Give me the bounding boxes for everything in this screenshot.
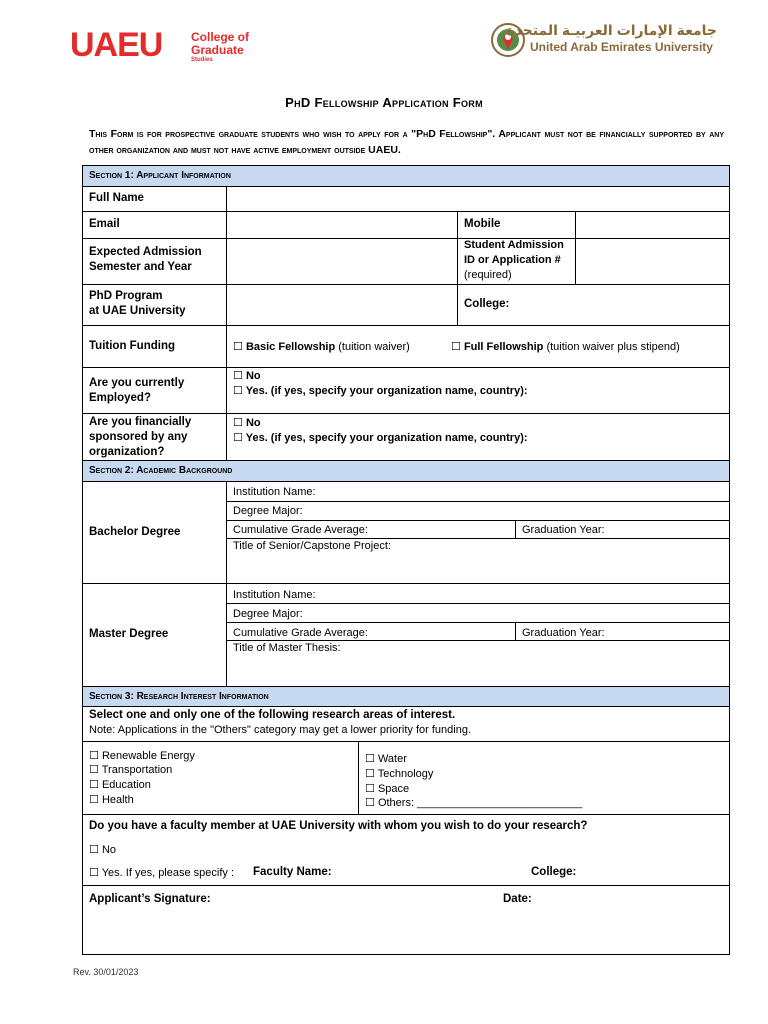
research-area-label: Education: [101, 779, 151, 791]
full-name-label: Full Name: [89, 192, 144, 204]
college-line-1: College of: [191, 30, 250, 44]
college-of-graduate-studies-logo: [191, 31, 249, 63]
section-3-heading: Section 3: Research Interest Information: [83, 687, 729, 706]
sponsored-line-1: Are you financially: [89, 416, 192, 428]
mobile-field[interactable]: [577, 213, 728, 237]
student-id-label: [464, 238, 564, 283]
email-field[interactable]: [228, 213, 456, 237]
research-area-label: Others: ___________________________: [377, 797, 583, 809]
phd-program-label: [89, 289, 186, 319]
checkbox-icon[interactable]: ☐: [89, 763, 99, 776]
research-area-label: Technology: [377, 768, 434, 780]
checkbox-icon[interactable]: ☐: [89, 843, 99, 856]
sponsored-line-2: sponsored by any: [89, 431, 188, 443]
master-thesis-label: Title of Master Thesis:: [233, 642, 341, 654]
university-name-arabic: جامعة الإمارات العربيـة المتحدة: [506, 22, 717, 38]
form-intro: This Form is for prospective graduate students who wish to apply for a "PhD Fellowship". Applicant must not be financially supported by any other organization and must not have active employment outside UAEU.: [89, 128, 724, 156]
employed-line-1: Are you currently: [89, 377, 185, 389]
faculty-yes-option[interactable]: [89, 865, 234, 881]
sponsored-line-3: organization?: [89, 446, 165, 458]
basic-fellowship-label: Basic Fellowship: [245, 341, 336, 353]
expected-admission-label: [89, 245, 202, 275]
checkbox-icon[interactable]: ☐: [233, 340, 243, 353]
faculty-no-label: No: [101, 844, 116, 856]
employed-no-option[interactable]: [233, 368, 261, 384]
research-area-label: Transportation: [101, 764, 173, 776]
research-area-label: Health: [101, 794, 134, 806]
research-area-label: Renewable Energy: [101, 750, 195, 762]
research-area-label: Water: [377, 753, 407, 765]
master-major-label: Degree Major:: [233, 608, 303, 620]
expected-admission-line-2: Semester and Year: [89, 261, 192, 273]
checkbox-icon[interactable]: ☐: [365, 767, 375, 780]
employed-label: [89, 376, 184, 406]
research-instruction: Select one and only one of the following research areas of interest.: [89, 709, 456, 721]
checkbox-icon[interactable]: ☐: [365, 782, 375, 795]
checkbox-icon[interactable]: ☐: [89, 749, 99, 762]
research-area-label: Space: [377, 783, 410, 795]
college-line-2: Graduate: [191, 43, 244, 57]
employed-line-2: Employed?: [89, 392, 151, 404]
expected-admission-field[interactable]: [228, 240, 456, 283]
basic-fellowship-note: (tuition waiver): [338, 341, 410, 353]
employed-no-label: No: [245, 370, 261, 382]
faculty-yes-label: Yes. If yes, please specify :: [101, 867, 235, 879]
faculty-no-option[interactable]: [89, 842, 116, 858]
form-title: PhD Fellowship Application Form: [285, 95, 483, 110]
signature-label: Applicant’s Signature:: [89, 893, 211, 905]
sponsored-label: [89, 415, 191, 460]
bachelor-grad-year-label: Graduation Year:: [522, 524, 605, 536]
research-note: Note: Applications in the "Others" category may get a lower priority for funding.: [89, 724, 471, 736]
phd-program-line-2: at UAE University: [89, 305, 186, 317]
full-name-field[interactable]: [228, 188, 728, 210]
research-area-transportation[interactable]: [89, 762, 172, 778]
phd-program-line-1: PhD Program: [89, 290, 163, 302]
checkbox-icon[interactable]: ☐: [233, 431, 243, 444]
section-2-heading: Section 2: Academic Background: [83, 461, 729, 481]
full-fellowship-option[interactable]: [451, 339, 680, 355]
bachelor-major-label: Degree Major:: [233, 505, 303, 517]
college-line-3: Studies: [191, 57, 213, 63]
master-institution-label: Institution Name:: [233, 589, 316, 601]
email-label: Email: [89, 218, 120, 230]
research-area-education[interactable]: [89, 777, 151, 793]
sponsored-no-label: No: [245, 417, 261, 429]
checkbox-icon[interactable]: ☐: [89, 778, 99, 791]
faculty-question: Do you have a faculty member at UAE University with whom you wish to do your research?: [89, 820, 588, 832]
sponsored-no-option[interactable]: [233, 415, 261, 431]
university-name-english: United Arab Emirates University: [530, 40, 713, 54]
master-grad-year-label: Graduation Year:: [522, 627, 605, 639]
student-id-line-1: Student Admission: [464, 239, 564, 251]
date-label: Date:: [503, 893, 532, 905]
bachelor-capstone-label: Title of Senior/Capstone Project:: [233, 540, 391, 552]
checkbox-icon[interactable]: ☐: [365, 796, 375, 809]
research-area-technology[interactable]: [365, 766, 433, 782]
research-area-water[interactable]: [365, 751, 407, 767]
checkbox-icon[interactable]: ☐: [89, 866, 99, 879]
research-area-health[interactable]: [89, 792, 134, 808]
full-fellowship-label: Full Fellowship: [463, 341, 544, 353]
checkbox-icon[interactable]: ☐: [233, 369, 243, 382]
revision-footer: Rev. 30/01/2023: [73, 967, 139, 977]
section-1-heading: Section 1: Applicant Information: [83, 166, 729, 186]
sponsored-yes-label: Yes. (if yes, specify your organization name, country):: [245, 432, 528, 444]
master-gpa-label: Cumulative Grade Average:: [233, 627, 368, 639]
checkbox-icon[interactable]: ☐: [365, 752, 375, 765]
basic-fellowship-option[interactable]: [233, 339, 410, 355]
checkbox-icon[interactable]: ☐: [233, 384, 243, 397]
mobile-label: Mobile: [464, 218, 501, 230]
research-area-others[interactable]: [365, 795, 582, 811]
student-id-field[interactable]: [577, 240, 728, 283]
sponsored-yes-option[interactable]: [233, 430, 528, 446]
student-id-required: (required): [464, 269, 512, 281]
expected-admission-line-1: Expected Admission: [89, 246, 202, 258]
bachelor-degree-label: Bachelor Degree: [89, 526, 181, 538]
uaeu-logo: UAEU: [70, 26, 163, 64]
checkbox-icon[interactable]: ☐: [89, 793, 99, 806]
bachelor-institution-label: Institution Name:: [233, 486, 316, 498]
faculty-name-label: Faculty Name:: [253, 866, 332, 878]
checkbox-icon[interactable]: ☐: [233, 416, 243, 429]
master-degree-label: Master Degree: [89, 628, 169, 640]
full-fellowship-note: (tuition waiver plus stipend): [546, 341, 680, 353]
employed-yes-label: Yes. (if yes, specify your organization name, country):: [245, 385, 528, 397]
checkbox-icon[interactable]: ☐: [451, 340, 461, 353]
faculty-college-label: College:: [531, 866, 577, 878]
employed-yes-option[interactable]: [233, 383, 528, 399]
bachelor-gpa-label: Cumulative Grade Average:: [233, 524, 368, 536]
tuition-funding-label: Tuition Funding: [89, 340, 176, 352]
phd-program-field[interactable]: [228, 286, 456, 324]
college-label: College:: [464, 298, 510, 310]
student-id-line-2: ID or Application #: [464, 254, 561, 266]
